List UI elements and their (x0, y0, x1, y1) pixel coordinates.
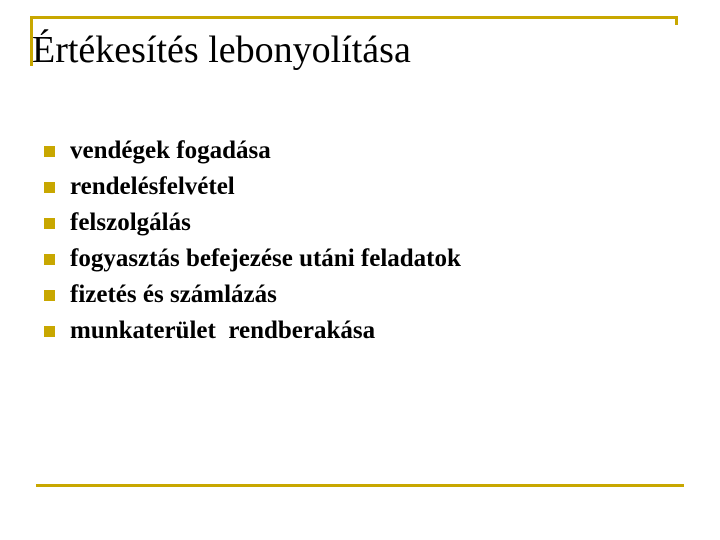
bullet-text: munkaterület rendberakása (70, 317, 376, 344)
bullet-item (44, 169, 461, 205)
square-bullet-icon (44, 146, 55, 157)
frame-top-line (30, 16, 678, 19)
bullet-list (44, 133, 461, 349)
bullet-item (44, 313, 461, 349)
bullet-text: fizetés és számlázás (70, 281, 277, 308)
square-bullet-icon (44, 290, 55, 301)
bullet-item (44, 133, 461, 169)
square-bullet-icon (44, 218, 55, 229)
square-bullet-icon (44, 254, 55, 265)
frame-right-line (675, 16, 678, 25)
bullet-text: felszolgálás (70, 209, 191, 236)
square-bullet-icon (44, 326, 55, 337)
bullet-item (44, 241, 461, 277)
bullet-text: rendelésfelvétel (70, 173, 235, 200)
frame-bottom-line (36, 484, 684, 487)
slide-title: Értékesítés lebonyolítása (32, 29, 411, 71)
bullet-item (44, 277, 461, 313)
square-bullet-icon (44, 182, 55, 193)
bullet-text: fogyasztás befejezése utáni feladatok (70, 245, 461, 272)
bullet-text: vendégek fogadása (70, 137, 271, 164)
bullet-item (44, 205, 461, 241)
